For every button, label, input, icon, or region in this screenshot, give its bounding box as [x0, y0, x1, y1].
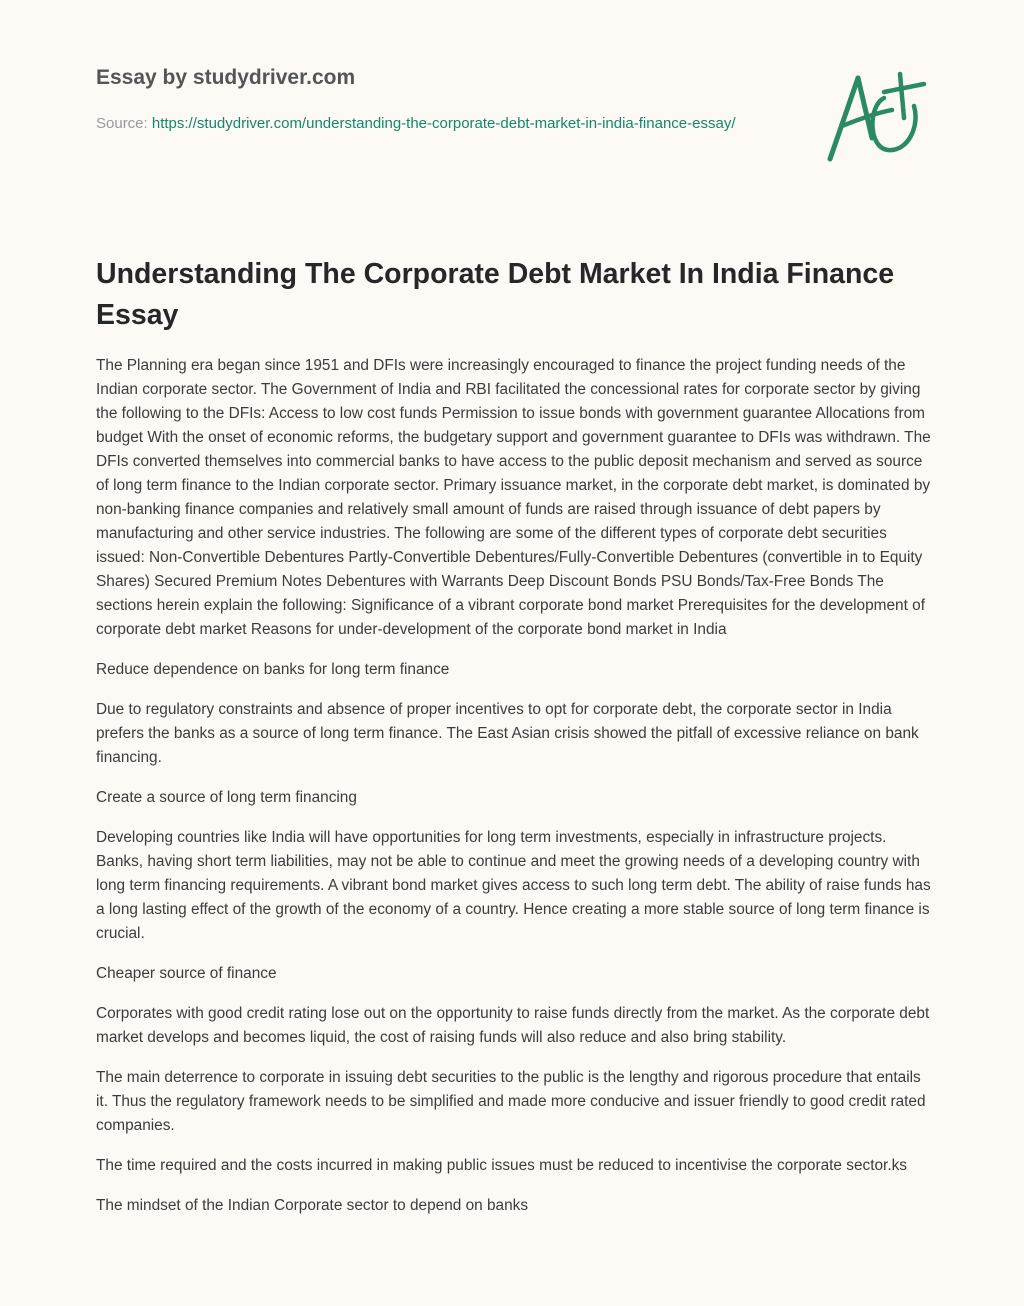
source-line	[96, 112, 736, 136]
section-heading: The mindset of the Indian Corporate sector to depend on banks	[96, 1197, 529, 1214]
section-heading: Reduce dependence on banks for long term finance	[96, 661, 450, 678]
paragraph: Corporates with good credit rating lose out on the opportunity to raise funds directly from the market. As the corporate debt market develops and becomes liquid, the cost of raising funds will also reduce and also bring stability.	[96, 1005, 930, 1046]
source-label: Source:	[96, 115, 148, 132]
section-heading: Create a source of long term financing	[96, 789, 357, 806]
a-plus-icon	[822, 66, 932, 166]
paragraph: The time required and the costs incurred in making public issues must be reduced to incentivise the corporate sector.ks	[96, 1157, 907, 1174]
paragraph: The main deterrence to corporate in issuing debt securities to the public is the lengthy and rigorous procedure that entails it. Thus the regulatory framework needs to be simplified and made more conducive and issuer friendly to good credit rated companies.	[96, 1069, 926, 1134]
paragraph: The Planning era began since 1951 and DFIs were increasingly encouraged to finance the project funding needs of the Indian corporate sector. The Government of India and RBI facilitated the concessional rates for corporate sector by giving the following to the DFIs: Access to low cost funds Permission to issue bonds with government guarantee Allocations from budget With the onset of economic reforms, the budgetary support and government guarantee to DFIs was withdrawn. The DFIs converted themselves into commercial banks to have access to the public deposit mechanism and served as source of long term finance to the Indian corporate sector. Primary issuance market, in the corporate debt market, is dominated by non-banking finance companies and relatively small amount of funds are raised through issuance of debt papers by manufacturing and other service industries. The following are some of the different types of corporate debt securities issued: Non-Convertible Debentures Partly-Convertible Debentures/Fully-Convertible Debentures (convertible in to Equity Shares) Secured Premium Notes Debentures with Warrants Deep Discount Bonds PSU Bonds/Tax-Free Bonds The sections herein explain the following: Significance of a vibrant corporate bond market Prerequisites for the development of corporate debt market Reasons for under-development of the corporate bond market in India	[96, 357, 931, 638]
article-body	[96, 354, 934, 1234]
paragraph: Developing countries like India will have opportunities for long term investments, especially in infrastructure projects. Banks, having short term liabilities, may not be able to continue and meet the growing needs of a developing country with long term financing requirements. A vibrant bond market gives access to such long term debt. The ability of raise funds has a long lasting effect of the growth of the economy of a country. Hence creating a more stable source of long term finance is crucial.	[96, 829, 931, 942]
site-title: Essay by studydriver.com	[96, 66, 356, 89]
source-link[interactable]: https://studydriver.com/understanding-the-corporate-debt-market-in-india-finance-essay/	[151, 115, 736, 132]
article-title: Understanding The Corporate Debt Market In India Finance Essay	[96, 258, 895, 331]
section-heading: Cheaper source of finance	[96, 965, 277, 982]
site-header	[96, 64, 796, 136]
a-plus-logo	[822, 66, 932, 166]
paragraph: Due to regulatory constraints and absence of proper incentives to opt for corporate debt, the corporate sector in India prefers the banks as a source of long term finance. The East Asian crisis showed the pitfall of excessive reliance on bank financing.	[96, 701, 919, 766]
